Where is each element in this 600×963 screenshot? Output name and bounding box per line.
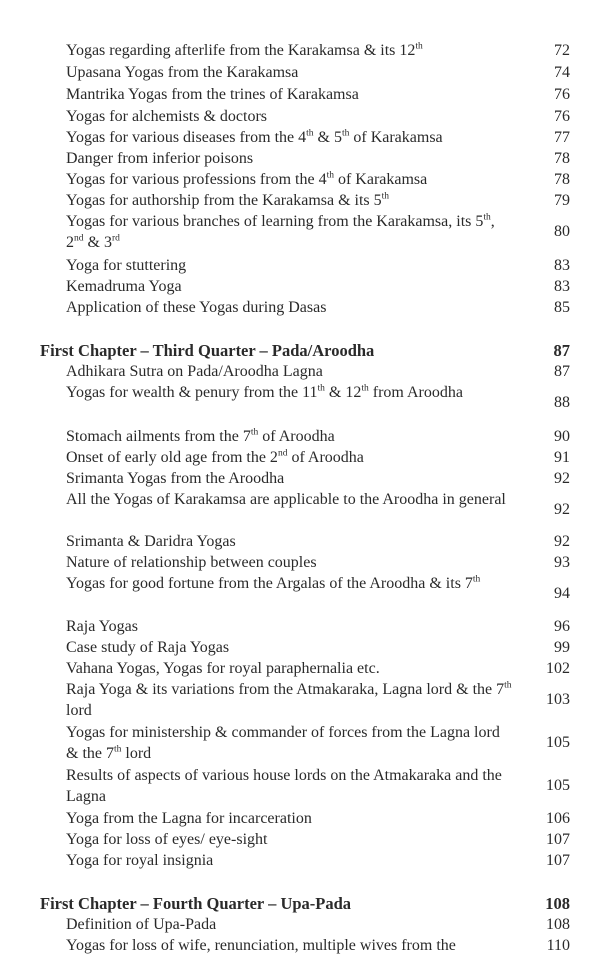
- toc-entry-title: Raja Yoga & its variations from the Atmakaraka, Lagna lord & the 7th lord: [66, 680, 512, 719]
- toc-page-number: 96: [554, 618, 570, 635]
- toc-page-number: 90: [554, 428, 570, 445]
- toc-entry-title: Yogas regarding afterlife from the Karakamsa & its 12th: [66, 41, 423, 59]
- toc-entry-title: Case study of Raja Yogas: [66, 639, 230, 656]
- toc-entry-title: Kemadruma Yoga: [66, 278, 182, 295]
- toc-page-number: 102: [546, 660, 570, 677]
- toc-entry-title: Yoga from the Lagna for incarceration: [66, 810, 312, 827]
- toc-entry: [0, 722, 600, 764]
- toc-page-number: 78: [554, 150, 570, 167]
- toc-entry: [0, 382, 600, 424]
- toc-entry-title: All the Yogas of Karakamsa are applicable to the Aroodha in general: [66, 491, 506, 508]
- toc-page-number: 88: [554, 394, 570, 411]
- toc-page-number: 92: [554, 533, 570, 550]
- toc-page-number: 79: [554, 192, 570, 209]
- toc-entry-title: Srimanta Yogas from the Aroodha: [66, 470, 285, 487]
- toc-entry-title: Yogas for various professions from the 4th of Karakamsa: [66, 170, 428, 188]
- toc-entry: [0, 573, 600, 615]
- toc-page-number: 106: [546, 810, 570, 827]
- toc-page-number: 105: [546, 734, 570, 751]
- toc-entry-title: First Chapter – Fourth Quarter – Upa-Pada: [40, 894, 352, 913]
- toc-entry: [0, 679, 600, 721]
- toc-entry-title: Definition of Upa-Pada: [66, 916, 217, 933]
- toc-entry-title: First Chapter – Third Quarter – Pada/Aroodha: [40, 341, 375, 360]
- toc-page-number: 92: [554, 470, 570, 487]
- toc-entry-title: Yogas for good fortune from the Argalas of the Aroodha & its 7th: [66, 574, 481, 592]
- toc-page-number: 83: [554, 278, 570, 295]
- toc-page-number: 105: [546, 777, 570, 794]
- toc-page-number: 110: [546, 937, 570, 954]
- toc-page-number: 72: [554, 42, 570, 59]
- toc-entry-title: Srimanta & Daridra Yogas: [66, 533, 236, 550]
- toc-entry-title: Danger from inferior poisons: [66, 150, 254, 167]
- toc-page-number: 74: [554, 64, 570, 81]
- toc-page-number: 76: [554, 108, 570, 125]
- toc-page-number: 80: [554, 223, 570, 240]
- toc-entry-title: Onset of early old age from the 2nd of Aroodha: [66, 448, 364, 466]
- toc-page-number: 107: [546, 831, 570, 848]
- toc-entry-title: Yogas for various diseases from the 4th & 5th of Karakamsa: [66, 128, 443, 146]
- toc-entry-title: Upasana Yogas from the Karakamsa: [66, 64, 299, 81]
- toc-page-number: 94: [554, 585, 570, 602]
- toc-page-number: 103: [546, 691, 570, 708]
- toc-entry: [0, 489, 600, 531]
- toc-page-number: 108: [545, 894, 570, 913]
- toc-entry-title: Adhikara Sutra on Pada/Aroodha Lagna: [66, 363, 323, 380]
- toc-entry-title: Nature of relationship between couples: [66, 554, 317, 571]
- toc-page-number: 107: [546, 852, 570, 869]
- toc-page-number: 91: [554, 449, 570, 466]
- toc-entry-title: Yogas for alchemists & doctors: [66, 108, 268, 125]
- toc-entry-title: Yoga for stuttering: [66, 257, 187, 274]
- toc-page-number: 93: [554, 554, 570, 571]
- toc-entry-title: Yogas for loss of wife, renunciation, multiple wives from the: [66, 937, 456, 954]
- toc-entry-title: Yoga for loss of eyes/ eye-sight: [66, 831, 268, 848]
- toc-page-number: 108: [546, 916, 570, 933]
- toc-entry-title: Yogas for wealth & penury from the 11th & 12th from Aroodha: [66, 383, 463, 401]
- toc-entry-title: Stomach ailments from the 7th of Aroodha: [66, 427, 335, 445]
- toc-entry-title: Yoga for royal insignia: [66, 852, 214, 869]
- toc-entry-title: Vahana Yogas, Yogas for royal paraphernalia etc.: [66, 660, 380, 677]
- toc-entry: [0, 765, 600, 807]
- toc-entry-title: Raja Yogas: [66, 618, 139, 635]
- toc-page-number: 77: [554, 129, 570, 146]
- toc-page-number: 92: [554, 501, 570, 518]
- toc-page-number: 76: [554, 86, 570, 103]
- toc-page-number: 83: [554, 257, 570, 274]
- toc-page-number: 99: [554, 639, 570, 656]
- toc-page-number: 85: [554, 299, 570, 316]
- toc-page-number: 87: [553, 341, 570, 360]
- toc-entry-title: Results of aspects of various house lords on the Atmakaraka and the Lagna: [66, 767, 502, 805]
- toc-page-number: 87: [554, 363, 570, 380]
- toc-entry: [0, 211, 600, 253]
- toc-entry-title: Mantrika Yogas from the trines of Karakamsa: [66, 86, 359, 103]
- toc-entry-title: Yogas for ministership & commander of forces from the Lagna lord & the 7th lord: [66, 724, 500, 762]
- toc-entry-title: Yogas for various branches of learning from the Karakamsa, its 5th, 2nd & 3rd: [66, 212, 495, 251]
- toc-entry-title: Yogas for authorship from the Karakamsa & its 5th: [66, 191, 390, 209]
- toc-page-number: 78: [554, 171, 570, 188]
- toc-entry-title: Application of these Yogas during Dasas: [66, 299, 327, 316]
